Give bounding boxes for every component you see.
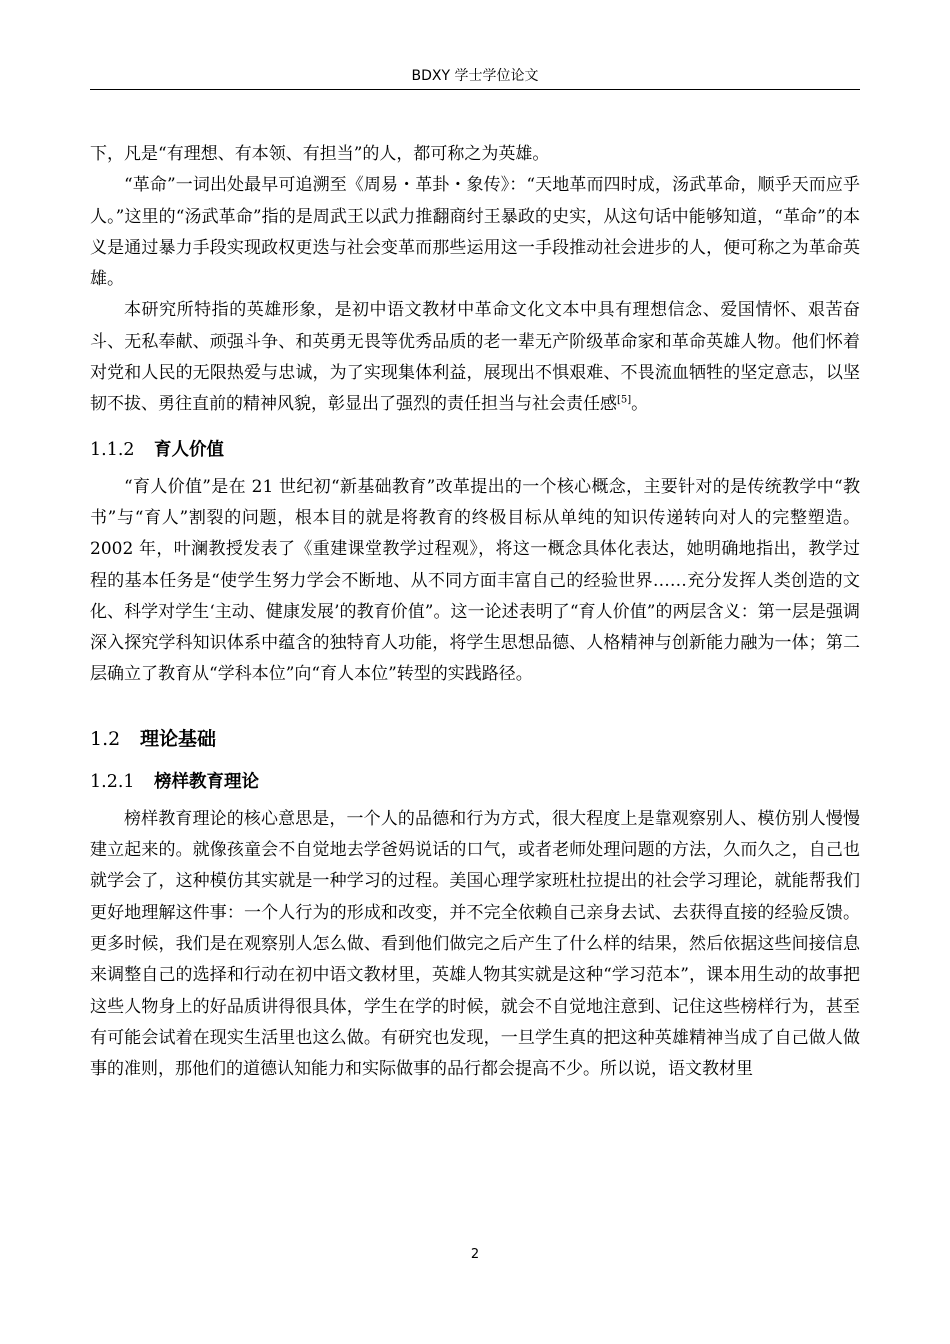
page-body <box>90 139 860 1085</box>
paragraph-hero-image <box>90 295 860 420</box>
paragraph-role-model-theory: 榜样教育理论的核心意思是，一个人的品德和行为方式，很大程度上是靠观察别人、模仿别人慢慢建立起来的。就像孩童会不自觉地去学爸妈说话的口气，或者老师处理问题的方法，久而久之，自己也就学会了，这种模仿其实就是一种学习的过程。美国心理学家班杜拉提出的社会学习理论，就能帮我们更好地理解这件事：一个人行为的形成和改变，并不完全依赖自己亲身去试、去获得直接的经验反馈。更多时候，我们是在观察别人怎么做、看到他们做完之后产生了什么样的结果，然后依据这些间接信息来调整自己的选择和行动在初中语文教材里，英雄人物其实就是这种“学习范本”，课本用生动的故事把这些人物身上的好品质讲得很具体，学生在学的时候，就会不自觉地注意到、记住这些榜样行为，甚至有可能会试着在现实生活里也这么做。有研究也发现，一旦学生真的把这种英雄精神当成了自己做人做事的准则，那他们的道德认知能力和实际做事的品行都会提高不少。所以说，语文教材里 <box>90 808 860 1080</box>
paragraph-hero-image-text: 本研究所特指的英雄形象，是初中语文教材中革命文化文本中具有理想信念、爱国情怀、艰苦奋斗、无私奉献、顽强斗争、和英勇无畏等优秀品质的老一辈无产阶级革命家和革命英雄人物。他们怀着对党和人民的无限热爱与忠诚，为了实现集体利益，展现出不惧艰难、不畏流血牺牲的坚定意志，以坚韧不拔、勇往直前的精神风貌，彰显出了强烈的责任担当与社会责任感 <box>90 300 860 415</box>
section-heading-1-2-1 <box>90 767 860 798</box>
section-number: 1.2 <box>90 727 121 750</box>
running-header: BDXY 学士学位论文 <box>411 68 539 84</box>
section-title: 榜样教育理论 <box>154 771 259 792</box>
paragraph-hero-image-end: 。 <box>631 394 649 415</box>
paragraph-continuation: 下，凡是“有理想、有本领、有担当”的人，都可称之为英雄。 <box>90 144 550 164</box>
header-rule <box>90 89 860 90</box>
citation-ref[interactable]: [5] <box>617 394 632 406</box>
section-number: 1.2.1 <box>90 771 135 792</box>
section-title: 理论基础 <box>140 727 217 750</box>
section-heading-1-2 <box>90 723 860 755</box>
section-title: 育人价值 <box>154 439 224 460</box>
paragraph-revolution-definition: “革命”一词出处最早可追溯至《周易・革卦・象传》：“天地革而四时成，汤武革命，顺乎天而应乎人。”这里的“汤武革命”指的是周武王以武力推翻商纣王暴政的史实，从这句话中能够知道，“革命”的本义是通过暴力手段实现政权更迭与社会变革而那些运用这一手段推动社会进步的人，便可称之为革命英雄。 <box>90 175 860 290</box>
page-number: 2 <box>470 1247 480 1262</box>
paragraph-education-value: “育人价值”是在 21 世纪初“新基础教育”改革提出的一个核心概念，主要针对的是传统教学中“教书”与“育人”割裂的问题，根本目的就是将教育的终极目标从单纯的知识传递转向对人的完整塑造。2002 年，叶澜教授发表了《重建课堂教学过程观》，将这一概念具体化表达，她明确地指出，教学过程的基本任务是“使学生努力学会不断地、从不同方面丰富自己的经验世界……充分发挥人类创造的文化、科学对学生‘主动、健康发展’的教育价值”。这一论述表明了“育人价值”的两层含义：第一层是强调深入探究学科知识体系中蕴含的独特育人功能，将学生思想品德、人格精神与创新能力融为一体；第二层确立了教育从“学科本位”向“育人本位”转型的实践路径。 <box>90 476 860 685</box>
section-heading-1-1-2 <box>90 435 860 466</box>
section-number: 1.1.2 <box>90 439 135 460</box>
